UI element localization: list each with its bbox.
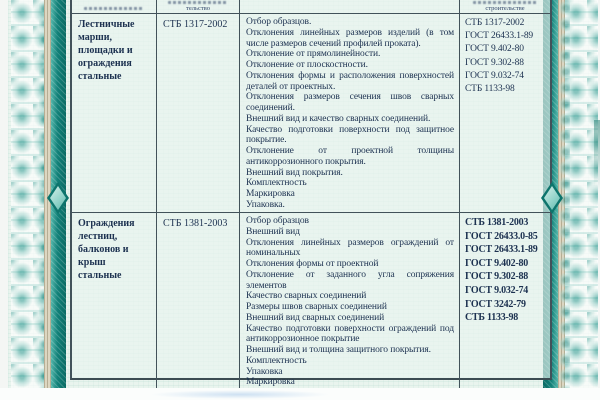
parameter-item: Отбор образцов — [246, 216, 309, 226]
scan-edge-smear — [594, 120, 600, 190]
parameter-item: Отбор образцов. — [246, 17, 312, 27]
table-header-row — [72, 0, 550, 14]
product-name: Лестничные марши, площадки и ограждения стальные — [78, 19, 135, 82]
standard-item: ГОСТ 9.302-88 — [465, 271, 528, 283]
cell-controlled-parameters — [240, 213, 460, 388]
guilloche-lace-border-right — [565, 0, 598, 392]
header-cell-tnpa — [157, 0, 240, 13]
test-method-standards-list — [460, 14, 550, 96]
standard-item: ГОСТ 26433.1-89 — [465, 31, 534, 42]
parameter-item: Внешний вид и качество сварных соединений. — [246, 113, 431, 124]
cell-test-method-standards — [460, 213, 550, 388]
table-row-stair-flights — [72, 14, 550, 213]
table-row-railings — [72, 213, 550, 388]
clipped-header-text — [84, 7, 144, 10]
parameter-item: Упаковка — [246, 366, 283, 377]
parameter-item: Маркировка — [246, 189, 295, 199]
parameter-item: Отклонения формы и расположения поверхностей деталей от проектных. — [246, 70, 454, 92]
clipped-header-text — [168, 1, 227, 4]
header-cell-product — [72, 0, 157, 13]
cell-product-name — [72, 14, 157, 212]
cell-product-standard — [157, 14, 240, 212]
parameter-item: Отклонение от прямолинейности. — [246, 49, 381, 60]
parameter-item: Отклонения формы от проектной — [246, 259, 379, 269]
parameter-item: Отклонение от заданного угла сопряжения элементов — [246, 269, 454, 291]
header-fragment-methods: строительстве — [485, 4, 525, 12]
parameter-item: Маркировка — [246, 377, 295, 388]
product-name: Ограждения лестниц, балконов и крыш стальные — [78, 218, 135, 281]
parameter-item: Размеры швов сварных соединений — [246, 302, 387, 312]
controlled-parameters-list — [240, 213, 459, 388]
clipped-header-text — [473, 1, 538, 4]
standard-item: СТБ 1133-98 — [465, 312, 519, 324]
standard-item: ГОСТ 9.402-80 — [465, 44, 524, 55]
parameter-item: Внешний вид покрытия. — [246, 167, 343, 178]
standard-item: СТБ 1317-2002 — [465, 18, 525, 28]
header-fragment-tnpa: тельство — [186, 4, 210, 12]
cell-controlled-parameters — [240, 14, 460, 212]
standard-item: ГОСТ 26433.0-85 — [465, 230, 538, 242]
standard-item: СТБ 1381-2003 — [465, 217, 529, 228]
parameter-item: Качество подготовки поверхности под защитное покрытие. — [246, 124, 454, 146]
standard-item: ГОСТ 9.402-80 — [465, 257, 528, 269]
standard-item: ГОСТ 9.302-88 — [465, 57, 524, 68]
parameter-item: Внешний вид сварных соединений — [246, 312, 385, 323]
parameter-item: Отклонения линейных размеров изделий (в том числе размеров сечений профилей проката). — [246, 27, 454, 49]
product-standard: СТБ 1317-2002 — [163, 19, 228, 30]
parameter-item: Комплектность — [246, 178, 307, 189]
parameter-item: Отклонение от проектной толщины антикоррозионного покрытия. — [246, 146, 454, 167]
parameter-item: Отклонения размеров сечения швов сварных соединений. — [246, 92, 454, 113]
controlled-parameters-list — [240, 14, 459, 211]
parameter-item: Отклонение от плоскостности. — [246, 60, 368, 70]
parameter-item: Отклонения линейных размеров ограждений от номинальных — [246, 237, 454, 259]
standard-item: СТБ 1133-98 — [465, 84, 515, 95]
scan-blue-smudge — [150, 390, 330, 399]
conformity-standards-table — [70, 0, 552, 388]
parameter-item: Внешний вид и толщина защитного покрытия. — [246, 345, 431, 355]
parameter-item: Внешний вид — [246, 226, 300, 237]
header-cell-parameters — [240, 0, 460, 13]
standard-item: ГОСТ 26433.1-89 — [465, 244, 538, 256]
standard-item: ГОСТ 9.032-74 — [465, 70, 524, 81]
cell-product-standard — [157, 213, 240, 388]
parameter-item: Упаковка. — [246, 199, 285, 210]
guilloche-lace-border-left — [11, 0, 44, 392]
product-standard: СТБ 1381-2003 — [163, 218, 228, 229]
cell-product-name — [72, 213, 157, 388]
parameter-item: Комплектность — [246, 355, 307, 366]
test-method-standards-list — [460, 213, 550, 325]
parameter-item: Качество сварных соединений — [246, 291, 367, 302]
parameter-item: Качество подготовки поверхности ограждений под антикоррозионное покрытие — [246, 323, 454, 345]
standard-item: ГОСТ 9.032-74 — [465, 284, 528, 296]
standard-item: ГОСТ 3242-79 — [465, 298, 526, 310]
cell-test-method-standards — [460, 14, 550, 212]
header-cell-methods — [460, 0, 550, 13]
